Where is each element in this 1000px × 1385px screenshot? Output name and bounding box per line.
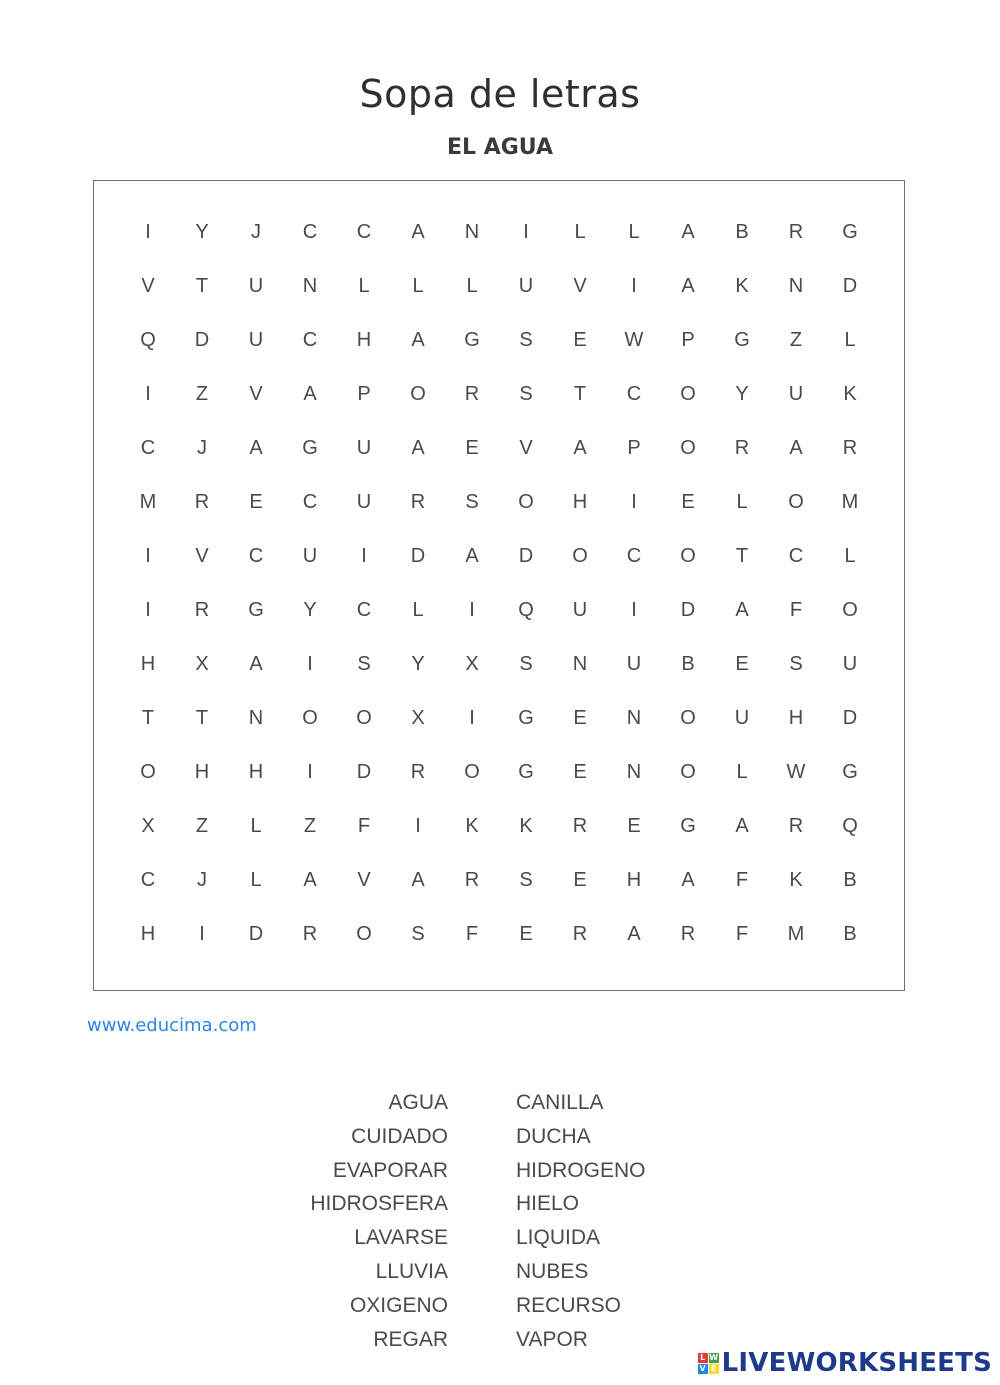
grid-letter[interactable]: A bbox=[411, 868, 425, 891]
grid-letter[interactable]: L bbox=[736, 760, 748, 783]
grid-letter[interactable]: K bbox=[789, 868, 803, 891]
grid-letter[interactable]: A bbox=[411, 328, 425, 351]
grid-letter[interactable]: D bbox=[842, 274, 858, 297]
grid-letter[interactable]: A bbox=[411, 436, 425, 459]
grid-letter[interactable]: D bbox=[518, 544, 534, 567]
grid-letter[interactable]: S bbox=[411, 922, 425, 945]
grid-letter[interactable]: R bbox=[842, 436, 858, 459]
grid-letter[interactable]: C bbox=[140, 436, 156, 459]
grid-letter[interactable]: R bbox=[410, 760, 426, 783]
grid-letter[interactable]: W bbox=[624, 328, 644, 351]
grid-letter[interactable]: E bbox=[573, 328, 587, 351]
grid-letter[interactable]: H bbox=[626, 868, 642, 891]
grid-letter[interactable]: L bbox=[844, 328, 856, 351]
grid-letter[interactable]: I bbox=[415, 814, 421, 837]
grid-letter[interactable]: O bbox=[302, 706, 318, 729]
grid-letter[interactable]: L bbox=[250, 814, 262, 837]
grid-letter[interactable]: V bbox=[519, 436, 533, 459]
grid-letter[interactable]: C bbox=[356, 220, 372, 243]
grid-letter[interactable]: Z bbox=[303, 814, 317, 837]
grid-letter[interactable]: U bbox=[626, 652, 642, 675]
grid-letter[interactable]: F bbox=[735, 922, 749, 945]
grid-letter[interactable]: V bbox=[357, 868, 371, 891]
grid-letter[interactable]: I bbox=[523, 220, 529, 243]
grid-letter[interactable]: X bbox=[141, 814, 155, 837]
grid-letter[interactable]: D bbox=[248, 922, 264, 945]
grid-letter[interactable]: S bbox=[519, 868, 533, 891]
grid-letter[interactable]: V bbox=[195, 544, 209, 567]
grid-letter[interactable]: Y bbox=[411, 652, 425, 675]
grid-letter[interactable]: K bbox=[843, 382, 857, 405]
grid-letter[interactable]: I bbox=[307, 652, 313, 675]
grid-letter[interactable]: V bbox=[249, 382, 263, 405]
grid-letter[interactable]: Z bbox=[789, 328, 803, 351]
grid-letter[interactable]: S bbox=[519, 328, 533, 351]
grid-letter[interactable]: T bbox=[573, 382, 587, 405]
grid-letter[interactable]: A bbox=[681, 220, 695, 243]
grid-letter[interactable]: N bbox=[626, 706, 642, 729]
grid-letter[interactable]: E bbox=[573, 760, 587, 783]
grid-letter[interactable]: B bbox=[735, 220, 749, 243]
grid-letter[interactable]: I bbox=[631, 490, 637, 513]
grid-letter[interactable]: L bbox=[358, 274, 370, 297]
grid-letter[interactable]: D bbox=[356, 760, 372, 783]
grid-letter[interactable]: Q bbox=[518, 598, 534, 621]
grid-letter[interactable]: M bbox=[139, 490, 157, 513]
word-list-left bbox=[310, 1086, 448, 1356]
grid-letter[interactable]: P bbox=[627, 436, 641, 459]
word-list-item: RECURSO bbox=[516, 1293, 622, 1317]
source-link[interactable]: www.educima.com bbox=[87, 1015, 257, 1036]
logo-square: W bbox=[709, 1352, 719, 1362]
grid-letter[interactable]: E bbox=[573, 868, 587, 891]
grid-letter[interactable]: N bbox=[248, 706, 264, 729]
grid-letter[interactable]: T bbox=[735, 544, 749, 567]
grid-letter[interactable]: S bbox=[357, 652, 371, 675]
word-list-item: REGAR bbox=[373, 1327, 448, 1351]
grid-letter[interactable]: D bbox=[410, 544, 426, 567]
grid-letter[interactable]: I bbox=[145, 220, 151, 243]
grid-letter[interactable]: U bbox=[356, 436, 372, 459]
word-list-item: LIQUIDA bbox=[516, 1226, 601, 1250]
grid-letter[interactable]: T bbox=[195, 706, 209, 729]
word-list-item: EVAPORAR bbox=[332, 1158, 448, 1182]
grid-letter[interactable]: A bbox=[573, 436, 587, 459]
grid-letter[interactable]: V bbox=[141, 274, 155, 297]
grid-letter[interactable]: L bbox=[412, 598, 424, 621]
grid-letter[interactable]: R bbox=[680, 922, 696, 945]
word-list-item: LAVARSE bbox=[354, 1226, 448, 1250]
grid-letter[interactable]: O bbox=[680, 436, 696, 459]
grid-letter[interactable]: H bbox=[140, 652, 156, 675]
grid-letter[interactable]: G bbox=[464, 328, 480, 351]
word-list-item: LLUVIA bbox=[375, 1259, 448, 1283]
page-subtitle: EL AGUA bbox=[446, 135, 553, 160]
grid-letter[interactable]: Q bbox=[140, 328, 156, 351]
grid-letter[interactable]: G bbox=[518, 706, 534, 729]
word-list-item: CUIDADO bbox=[351, 1124, 448, 1148]
grid-letter[interactable]: R bbox=[194, 490, 210, 513]
grid-letter[interactable]: E bbox=[681, 490, 695, 513]
word-list-right bbox=[516, 1086, 646, 1356]
word-list-item: OXIGENO bbox=[349, 1293, 448, 1317]
grid-letter[interactable]: I bbox=[631, 598, 637, 621]
grid-letter[interactable]: N bbox=[788, 274, 804, 297]
logo-square: L bbox=[698, 1353, 708, 1363]
grid-letter[interactable]: O bbox=[572, 544, 588, 567]
liveworksheets-logo-icon bbox=[698, 1353, 719, 1374]
grid-letter[interactable]: C bbox=[248, 544, 264, 567]
grid-letter[interactable]: H bbox=[572, 490, 588, 513]
grid-letter[interactable]: O bbox=[356, 922, 372, 945]
grid-letter[interactable]: Z bbox=[195, 814, 209, 837]
grid-letter[interactable]: J bbox=[251, 220, 261, 243]
grid-letter[interactable]: U bbox=[734, 706, 750, 729]
grid-letter[interactable]: I bbox=[469, 598, 475, 621]
grid-letter[interactable]: C bbox=[626, 382, 642, 405]
grid-letter[interactable]: G bbox=[248, 598, 264, 621]
grid-letter[interactable]: L bbox=[628, 220, 640, 243]
word-list-item: HIELO bbox=[516, 1192, 580, 1216]
grid-letter[interactable]: A bbox=[735, 598, 749, 621]
grid-letter[interactable]: R bbox=[788, 220, 804, 243]
grid-letter[interactable]: O bbox=[356, 706, 372, 729]
grid-letter[interactable]: A bbox=[627, 922, 641, 945]
grid-letter[interactable]: M bbox=[787, 922, 805, 945]
logo-square: E bbox=[709, 1364, 719, 1374]
grid-letter[interactable]: F bbox=[465, 922, 479, 945]
grid-letter[interactable]: W bbox=[786, 760, 806, 783]
grid-letter[interactable]: L bbox=[412, 274, 424, 297]
grid-letter[interactable]: Q bbox=[842, 814, 858, 837]
logo-square: V bbox=[699, 1363, 706, 1373]
grid-letter[interactable]: U bbox=[248, 328, 264, 351]
word-list-item: CANILLA bbox=[516, 1091, 604, 1114]
word-list-item: HIDROGENO bbox=[516, 1158, 646, 1182]
page-title: Sopa de letras bbox=[359, 72, 641, 116]
grid-letter[interactable]: D bbox=[680, 598, 696, 621]
grid-letter[interactable]: L bbox=[574, 220, 586, 243]
grid-letter[interactable]: B bbox=[843, 868, 857, 891]
grid-letter[interactable]: C bbox=[302, 490, 318, 513]
grid-letter[interactable]: K bbox=[735, 274, 749, 297]
grid-letter[interactable]: N bbox=[302, 274, 318, 297]
grid-letter[interactable]: H bbox=[194, 760, 210, 783]
grid-letter[interactable]: K bbox=[519, 814, 533, 837]
grid-letter[interactable]: E bbox=[573, 706, 587, 729]
grid-letter[interactable]: U bbox=[572, 598, 588, 621]
grid-letter[interactable]: I bbox=[145, 598, 151, 621]
grid-letter[interactable]: M bbox=[841, 490, 859, 513]
grid-letter[interactable]: R bbox=[464, 382, 480, 405]
grid-letter[interactable]: H bbox=[788, 706, 804, 729]
grid-letter[interactable]: L bbox=[250, 868, 262, 891]
grid-letter[interactable]: I bbox=[469, 706, 475, 729]
grid-letter[interactable]: L bbox=[736, 490, 748, 513]
grid-letter[interactable]: N bbox=[626, 760, 642, 783]
grid-letter[interactable]: Z bbox=[195, 382, 209, 405]
grid-letter[interactable]: G bbox=[734, 328, 750, 351]
grid-letter[interactable]: P bbox=[357, 382, 371, 405]
grid-letter[interactable]: H bbox=[248, 760, 264, 783]
grid-letter[interactable]: R bbox=[302, 922, 318, 945]
grid-letter[interactable]: A bbox=[681, 274, 695, 297]
grid-letter[interactable]: O bbox=[140, 760, 156, 783]
grid-letter[interactable]: Y bbox=[735, 382, 749, 405]
grid-letter[interactable]: I bbox=[199, 922, 205, 945]
letter-grid bbox=[121, 205, 877, 961]
grid-letter[interactable]: R bbox=[464, 868, 480, 891]
brand-footer[interactable] bbox=[698, 1348, 992, 1378]
grid-letter[interactable]: G bbox=[302, 436, 318, 459]
grid-letter[interactable]: H bbox=[356, 328, 372, 351]
grid-letter[interactable]: D bbox=[194, 328, 210, 351]
grid-letter[interactable]: L bbox=[466, 274, 478, 297]
grid-letter[interactable]: A bbox=[735, 814, 749, 837]
grid-letter[interactable]: E bbox=[249, 490, 263, 513]
grid-letter[interactable]: A bbox=[681, 868, 695, 891]
grid-letter[interactable]: Y bbox=[195, 220, 209, 243]
grid-letter[interactable]: S bbox=[519, 382, 533, 405]
grid-letter[interactable]: F bbox=[735, 868, 749, 891]
grid-letter[interactable]: I bbox=[145, 382, 151, 405]
grid-letter[interactable]: X bbox=[411, 706, 425, 729]
grid-letter[interactable]: U bbox=[842, 652, 858, 675]
grid-letter[interactable]: O bbox=[788, 490, 804, 513]
grid-letter[interactable]: U bbox=[302, 544, 318, 567]
grid-letter[interactable]: U bbox=[788, 382, 804, 405]
grid-letter[interactable]: R bbox=[572, 814, 588, 837]
grid-letter[interactable]: A bbox=[465, 544, 479, 567]
grid-letter[interactable]: S bbox=[519, 652, 533, 675]
grid-letter[interactable]: U bbox=[356, 490, 372, 513]
brand-name: LIVEWORKSHEETS bbox=[721, 1348, 992, 1378]
grid-letter[interactable]: G bbox=[680, 814, 696, 837]
grid-letter[interactable]: X bbox=[195, 652, 209, 675]
grid-letter[interactable]: J bbox=[197, 436, 207, 459]
grid-letter[interactable]: E bbox=[627, 814, 641, 837]
grid-letter[interactable]: S bbox=[465, 490, 479, 513]
grid-letter[interactable]: A bbox=[411, 220, 425, 243]
grid-letter[interactable]: C bbox=[302, 220, 318, 243]
grid-letter[interactable]: X bbox=[465, 652, 479, 675]
grid-letter[interactable]: R bbox=[572, 922, 588, 945]
grid-letter[interactable]: R bbox=[734, 436, 750, 459]
word-list-item: HIDROSFERA bbox=[310, 1192, 448, 1216]
word-list-item: AGUA bbox=[388, 1091, 448, 1114]
grid-letter[interactable]: Y bbox=[303, 598, 317, 621]
grid-letter[interactable]: P bbox=[681, 328, 695, 351]
grid-letter[interactable]: E bbox=[735, 652, 749, 675]
grid-letter[interactable]: E bbox=[519, 922, 533, 945]
grid-letter[interactable]: O bbox=[680, 760, 696, 783]
word-list-item: DUCHA bbox=[516, 1124, 591, 1148]
grid-letter[interactable]: O bbox=[842, 598, 858, 621]
grid-letter[interactable]: O bbox=[680, 544, 696, 567]
grid-letter[interactable]: U bbox=[248, 274, 264, 297]
word-list-item: VAPOR bbox=[516, 1327, 588, 1351]
grid-letter[interactable]: R bbox=[410, 490, 426, 513]
grid-letter[interactable]: O bbox=[680, 382, 696, 405]
grid-letter[interactable]: J bbox=[197, 868, 207, 891]
grid-letter[interactable]: G bbox=[842, 220, 858, 243]
grid-letter[interactable]: O bbox=[410, 382, 426, 405]
grid-letter[interactable]: A bbox=[303, 382, 317, 405]
grid-letter[interactable]: N bbox=[572, 652, 588, 675]
grid-letter[interactable]: A bbox=[249, 652, 263, 675]
grid-letter[interactable]: V bbox=[573, 274, 587, 297]
grid-letter[interactable]: O bbox=[518, 490, 534, 513]
grid-letter[interactable]: I bbox=[307, 760, 313, 783]
grid-letter[interactable]: I bbox=[145, 544, 151, 567]
grid-letter[interactable]: C bbox=[140, 868, 156, 891]
grid-letter[interactable]: I bbox=[361, 544, 367, 567]
grid-letter[interactable]: H bbox=[140, 922, 156, 945]
grid-letter[interactable]: C bbox=[356, 598, 372, 621]
grid-letter[interactable]: C bbox=[302, 328, 318, 351]
grid-letter[interactable]: T bbox=[195, 274, 209, 297]
grid-letter[interactable]: U bbox=[518, 274, 534, 297]
grid-letter[interactable]: C bbox=[788, 544, 804, 567]
grid-letter[interactable]: D bbox=[842, 706, 858, 729]
grid-letter[interactable]: E bbox=[465, 436, 479, 459]
grid-letter[interactable]: B bbox=[843, 922, 857, 945]
grid-letter[interactable]: T bbox=[141, 706, 155, 729]
grid-letter[interactable]: L bbox=[844, 544, 856, 567]
grid-letter[interactable]: O bbox=[464, 760, 480, 783]
word-list-item: NUBES bbox=[516, 1259, 589, 1283]
grid-letter[interactable]: A bbox=[249, 436, 263, 459]
grid-letter[interactable]: I bbox=[631, 274, 637, 297]
grid-letter[interactable]: O bbox=[680, 706, 696, 729]
grid-letter[interactable]: C bbox=[626, 544, 642, 567]
grid-letter[interactable]: S bbox=[789, 652, 803, 675]
grid-letter[interactable]: A bbox=[303, 868, 317, 891]
grid-letter[interactable]: F bbox=[789, 598, 803, 621]
grid-letter[interactable]: G bbox=[842, 760, 858, 783]
grid-letter[interactable]: R bbox=[194, 598, 210, 621]
grid-letter[interactable]: F bbox=[357, 814, 371, 837]
grid-letter[interactable]: R bbox=[788, 814, 804, 837]
grid-letter[interactable]: G bbox=[518, 760, 534, 783]
grid-letter[interactable]: K bbox=[465, 814, 479, 837]
grid-letter[interactable]: A bbox=[789, 436, 803, 459]
grid-letter[interactable]: N bbox=[464, 220, 480, 243]
grid-letter[interactable]: B bbox=[681, 652, 695, 675]
